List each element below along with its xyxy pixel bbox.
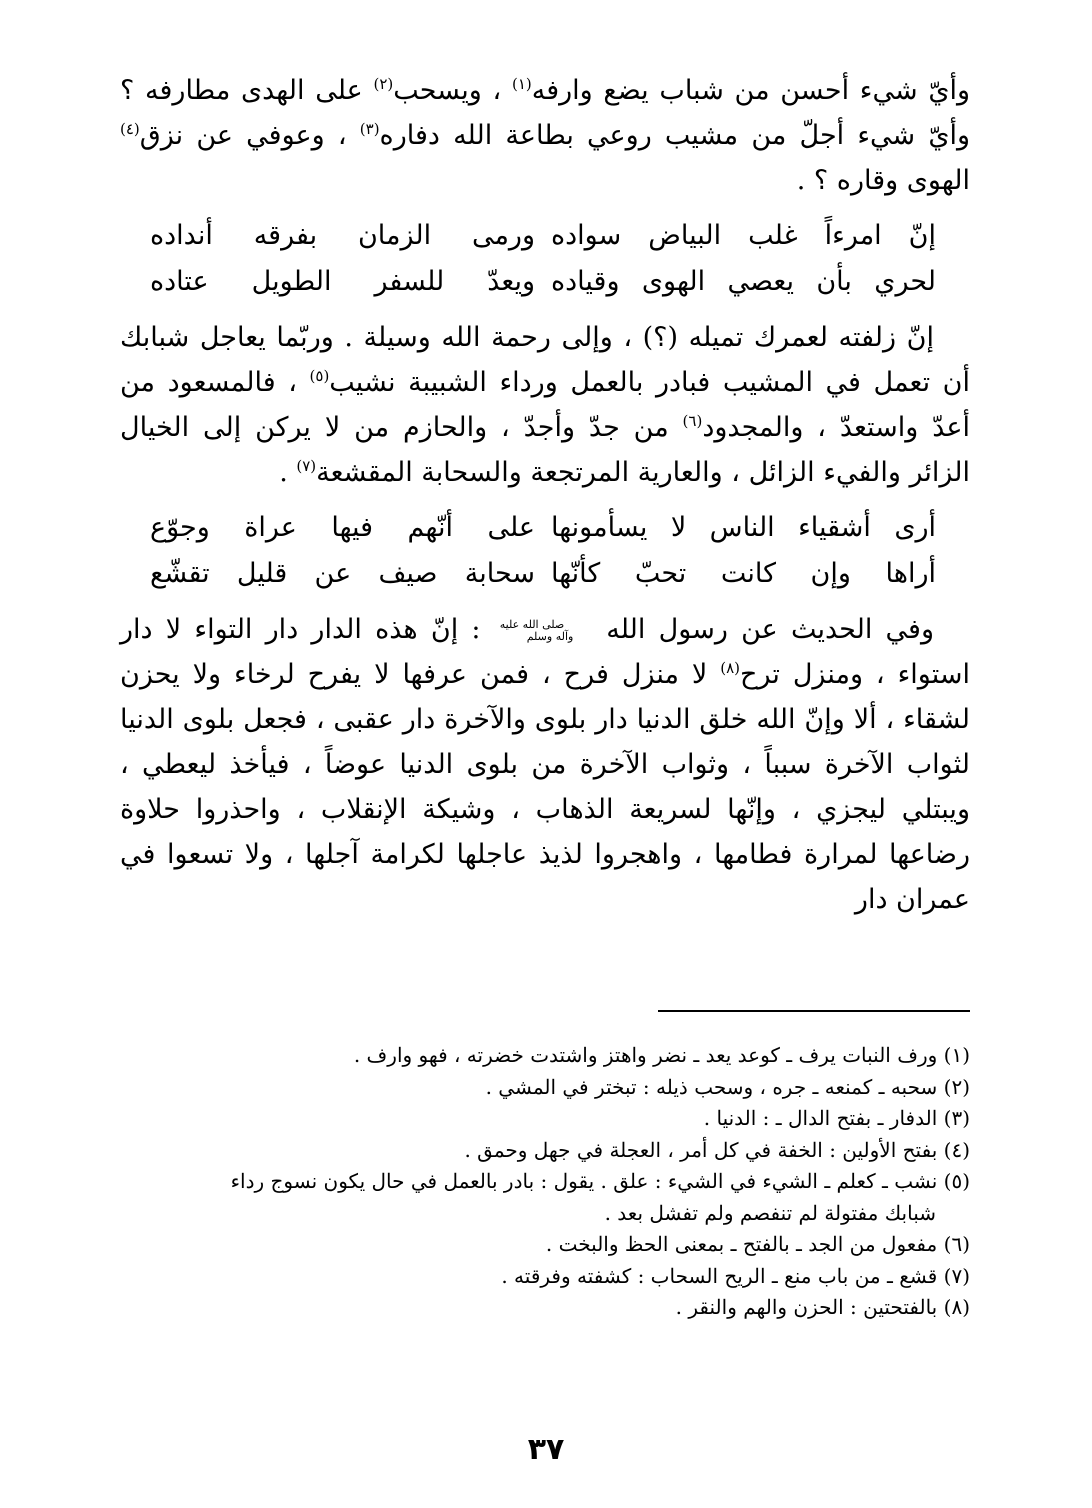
- footnote-ref-2[interactable]: (٢): [373, 75, 394, 93]
- text-run: إنّ زلفته لعمرك تميله (؟) ، وإلى رحمة الله وسيلة . وربّما يعاجل شبابك أن تعمل في المشيب فبادر بالعمل ورداء الشبيبة نشيب: [120, 322, 971, 398]
- footnotes: [120, 1040, 970, 1324]
- footnote-8: [120, 1292, 970, 1324]
- footnote-text: نشب ـ كعلم ـ الشيء في الشيء : علق . يقول : بادر بالعمل في حال يكون نسوج رداء: [230, 1169, 938, 1193]
- poem-2: [120, 505, 970, 597]
- salawat-bottom: وآله وسلم: [526, 629, 574, 643]
- footnote-text: الدفار ـ بفتح الدال ـ : الدنيا .: [703, 1106, 938, 1130]
- footnote-ref-7[interactable]: (٧): [296, 457, 317, 475]
- paragraph-2: [120, 315, 970, 495]
- hemistich-left: ويعدّ للسفر الطويل عتاده: [150, 266, 535, 297]
- footnote-number: (٦): [943, 1232, 970, 1256]
- footnote-text-continued: شبابك مفتولة لم تنفصم ولم تفشل بعد .: [604, 1200, 936, 1225]
- hemistich-left: على أنّهم فيها عراة وجوّع: [150, 512, 535, 543]
- text-run: الهوى وقاره ؟ .: [796, 165, 970, 196]
- footnote-number: (١): [943, 1043, 970, 1067]
- paragraph-1: [120, 68, 970, 203]
- hemistich-right: أرى أشقياء الناس لا يسأمونها: [551, 512, 936, 543]
- footnote-number: (٧): [943, 1263, 970, 1288]
- footnote-ref-5[interactable]: (٥): [309, 367, 330, 385]
- poem-verse: [120, 213, 970, 259]
- paragraph-3: [120, 607, 970, 922]
- footnote-3: [120, 1103, 970, 1135]
- text-run: لا منزل فرح ، فمن عرفها لا يفرح لرخاء ولا يحزن لشقاء ، ألا وإنّ الله خلق الدنيا دار بلوى والآخرة دار عقبى ، فجعل بلوى الدنيا لثواب الآخرة سبباً ، وثواب الآخرة من بلوى الدنيا عوضاً ، فيأخذ ليعطي ، ويبتلي ليجزي ، وإنّها لسريعة الذهاب ، وشيكة الإنقلاب ، واحذروا حلاوة رضاعها لمرارة فطامها ، واهجروا لذيذ عاجلها لكرامة آجلها ، ولا تسعوا في عمران دار: [120, 659, 970, 915]
- footnote-4: [120, 1135, 970, 1167]
- footnote-number: (٨): [943, 1295, 970, 1319]
- footnote-7: [120, 1261, 970, 1293]
- poem-verse: [120, 259, 970, 305]
- footnote-ref-1[interactable]: (١): [511, 75, 532, 93]
- text-run: على الهدى مطارفه ؟ وأيّ شيء أجلّ من مشيب روعي بطاعة الله دفاره: [120, 75, 971, 151]
- text-run: من جدّ وأجدّ ، والحازم من لا يركن إلى الخيال الزائر والفيء الزائل ، والعارية المرتجعة والسحابة المقشعة: [120, 412, 970, 488]
- text-run: ، ويسحب: [393, 75, 512, 106]
- text-run: .: [279, 457, 297, 488]
- main-text: [120, 68, 970, 922]
- hemistich-right: إنّ امرءاً غلب البياض سواده: [551, 220, 936, 251]
- footnote-text: سحبه ـ كمنعه ـ جره ، وسحب ذيله : تبختر في المشي .: [485, 1074, 938, 1099]
- footnote-divider: [658, 1010, 970, 1012]
- text-run: وفي الحديث عن رسول الله: [606, 614, 934, 645]
- poem-verse: [120, 551, 970, 597]
- salawat-ligature: [494, 619, 607, 643]
- footnote-ref-6[interactable]: (٦): [682, 412, 703, 430]
- salawat-top: صلى الله عليه: [499, 617, 565, 631]
- footnote-ref-3[interactable]: (٣): [359, 120, 380, 138]
- footnote-number: (٢): [943, 1074, 970, 1099]
- hemistich-right: أراها وإن كانت تحبّ كأنّها: [551, 558, 936, 589]
- footnote-5: [120, 1166, 970, 1229]
- text-run: : إنّ هذه الدار دار التواء لا دار استواء ، ومنزل ترح: [120, 614, 970, 690]
- hemistich-left: سحابة صيف عن قليل تقشّع: [150, 558, 535, 589]
- footnote-text: ورف النبات يرف ـ كوعد يعد ـ نضر واهتز واشتدت خضرته ، فهو وارف .: [353, 1043, 938, 1067]
- footnote-number: (٥): [943, 1169, 970, 1193]
- poem-verse: [120, 505, 970, 551]
- footnote-ref-8[interactable]: (٨): [720, 659, 741, 677]
- footnote-number: (٣): [943, 1106, 970, 1130]
- text-run: ، وعوفي عن نزق: [139, 120, 360, 151]
- footnote-text: بالفتحتين : الحزن والهم والنقر .: [675, 1295, 938, 1319]
- footnote-text: بفتح الأولين : الخفة في كل أمر ، العجلة في جهل وحمق .: [464, 1137, 938, 1162]
- footnote-number: (٤): [943, 1137, 970, 1162]
- text-run: وأيّ شيء أحسن من شباب يضع وارفه: [531, 75, 970, 106]
- footnote-ref-4[interactable]: (٤): [120, 120, 140, 138]
- hemistich-left: ورمى الزمان بفرقه أنداده: [150, 220, 535, 251]
- footnote-text: قشع ـ من باب منع ـ الريح السحاب : كشفته وفرقته .: [501, 1263, 938, 1288]
- page-number: ٣٧: [527, 1432, 565, 1467]
- text-run: ، فالمسعود من أعدّ واستعدّ ، والمجدود: [120, 367, 970, 443]
- poem-1: [120, 213, 970, 305]
- hemistich-right: لحري بأن يعصي الهوى وقياده: [551, 266, 936, 297]
- footnote-2: [120, 1072, 970, 1104]
- footnote-text: مفعول من الجد ـ بالفتح ـ بمعنى الحظ والبخت .: [545, 1232, 938, 1256]
- footnote-1: [120, 1040, 970, 1072]
- footnote-6: [120, 1229, 970, 1261]
